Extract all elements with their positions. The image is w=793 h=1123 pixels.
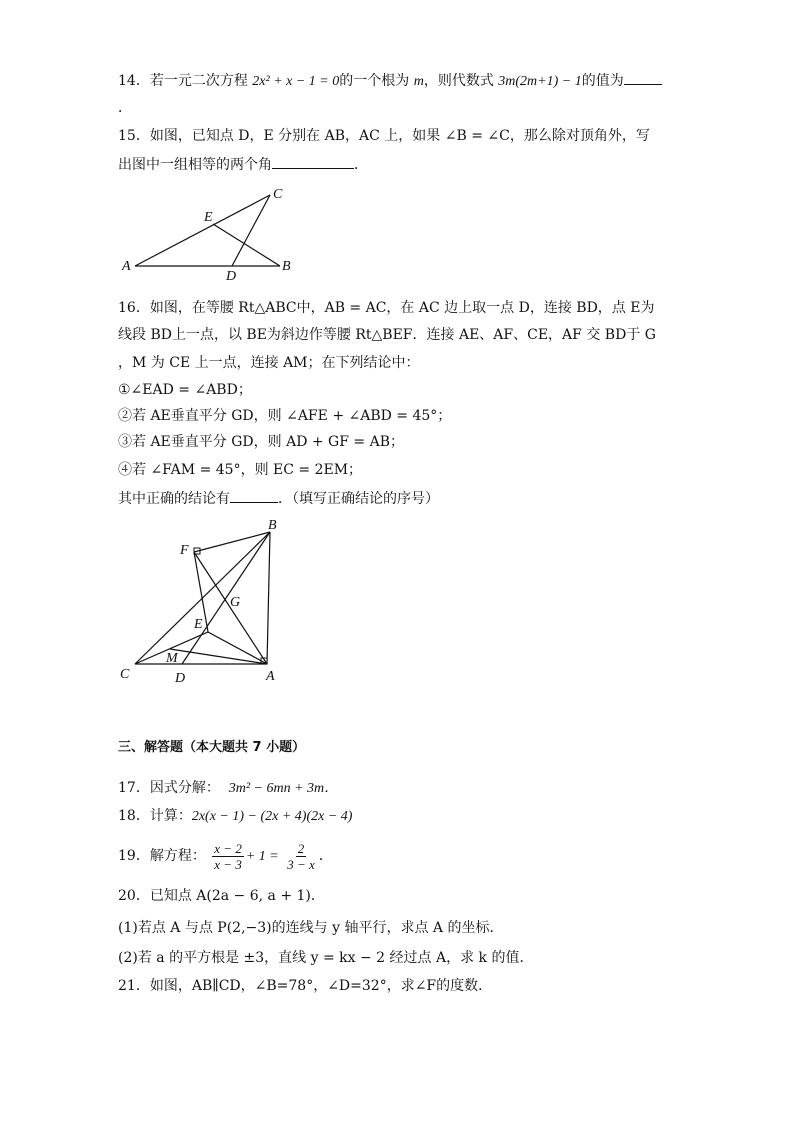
q16-conclusion-3: ③若 AE垂直平分 GD，则 AD + GF = AB； (118, 434, 404, 450)
q15-label-d: D (226, 269, 237, 282)
q20-number: 20． (118, 888, 150, 904)
q14-expr: 3m(2m+1) − 1 (498, 74, 582, 89)
q15-label-e: E (204, 210, 213, 225)
q15-label-c: C (273, 187, 283, 202)
q16-answer-suffix: ．（填写正确结论的序号） (278, 491, 439, 507)
q16-label-g: G (230, 595, 241, 610)
q19-frac1-num: x − 2 (214, 840, 242, 856)
q18-number: 18． (118, 808, 150, 824)
q15-answer-blank[interactable] (272, 154, 354, 169)
question-16-line1 (118, 298, 654, 318)
q15-label-a: A (122, 259, 131, 274)
q14-var-m: m (413, 74, 424, 89)
q14-text-d: 的值为 (581, 73, 624, 89)
question-16-line3: ，M 为 CE 上一点，连接 AM；在下列结论中： (118, 355, 420, 371)
q17-expr: 3m² − 6mn + 3m． (228, 781, 339, 796)
q16-conclusion-1: ①∠EAD = ∠ABD； (118, 382, 252, 398)
question-14-line1 (118, 70, 662, 92)
q15-line2: 出图中一组相等的两个角 (118, 157, 272, 173)
q16-answer-line (118, 488, 439, 509)
q19-period: ． (318, 848, 333, 864)
q16-conclusion-4: ④若 ∠FAM = 45°，则 EC = 2EM； (118, 462, 363, 478)
q14-text-a: 若一元二次方程 (149, 73, 248, 89)
q16-label-c: C (120, 667, 130, 682)
q16-segment-ab (267, 532, 270, 664)
q21-text: 如图，AB∥CD，∠B=78°，∠D=32°，求∠F的度数． (149, 978, 493, 994)
q15-period: ． (354, 157, 368, 173)
q17-number: 17． (118, 780, 150, 796)
q15-label-b: B (282, 259, 291, 274)
q20-text: 已知点 A(2a − 6, a + 1)． (149, 888, 325, 904)
q16-label-a: A (266, 669, 275, 684)
q16-label-e: E (194, 617, 203, 632)
question-15-line2 (118, 154, 368, 175)
q19-number: 19． (118, 848, 150, 864)
q17-text: 因式分解： (149, 780, 220, 796)
q14-period: ． (118, 100, 132, 116)
q20-part-1: (1)若点 A 与点 P(2,−3)的连线与 y 轴平行，求点 A 的坐标． (118, 920, 504, 936)
q19-frac1-den: x − 3 (214, 856, 242, 872)
q19-text: 解方程： (149, 848, 206, 864)
q16-conclusion-2: ②若 AE垂直平分 GD，则 ∠AFE + ∠ABD = 45°； (118, 408, 452, 424)
question-18 (118, 806, 352, 827)
q16-line1: 如图，在等腰 Rt△ABC中，AB = AC，在 AC 边上取一点 D，连接 BD，点 E为 (149, 300, 655, 316)
q16-label-d: D (175, 671, 186, 686)
q14-text-b: 的一个根为 (339, 73, 410, 89)
q18-text: 计算： (149, 808, 192, 824)
q16-number: 16． (118, 300, 150, 316)
q19-plus-one: + 1 = (245, 849, 279, 864)
q19-frac2-den: 3 − x (287, 856, 315, 872)
question-20 (118, 886, 325, 906)
q14-text-c: ，则代数式 (423, 73, 494, 89)
q14-equation: 2x² + x − 1 = 0 (252, 74, 340, 89)
q15-number: 15． (118, 128, 150, 144)
section-3-title: 三、解答题（本大题共 7 小题） (118, 740, 306, 755)
q19-fraction-2 (285, 841, 317, 872)
q19-fraction-1 (212, 841, 244, 872)
q16-answer-prompt: 其中正确的结论有 (118, 491, 230, 507)
q15-figure (118, 182, 308, 282)
q16-label-f: F (180, 543, 189, 558)
q14-answer-blank[interactable] (624, 70, 662, 85)
q19-frac2-num: 2 (297, 840, 305, 856)
question-17 (118, 778, 338, 799)
q15-segment-be (213, 224, 280, 266)
q15-line1: 如图，已知点 D，E 分别在 AB，AC 上，如果 ∠B = ∠C，那么除对顶角外，写 (149, 128, 650, 144)
q16-figure (110, 514, 290, 688)
q14-number: 14． (118, 73, 150, 89)
q16-label-b: B (268, 518, 277, 533)
q20-part-2: (2)若 a 的平方根是 ±3，直线 y = kx − 2 经过点 A，求 k 的值． (118, 950, 534, 966)
question-21 (118, 976, 492, 996)
q21-number: 21． (118, 978, 150, 994)
q16-label-m: M (166, 651, 178, 666)
question-16-line2: 线段 BD上一点，以 BE为斜边作等腰 Rt△BEF．连接 AE、AF、CE，AF 交 BD于 G (118, 327, 656, 343)
q15-segment-ac (135, 195, 270, 266)
q18-expr: 2x(x − 1) − (2x + 4)(2x − 4) (191, 809, 353, 824)
question-19 (118, 838, 333, 875)
question-15-line1 (118, 126, 650, 146)
q16-answer-blank[interactable] (230, 488, 278, 503)
